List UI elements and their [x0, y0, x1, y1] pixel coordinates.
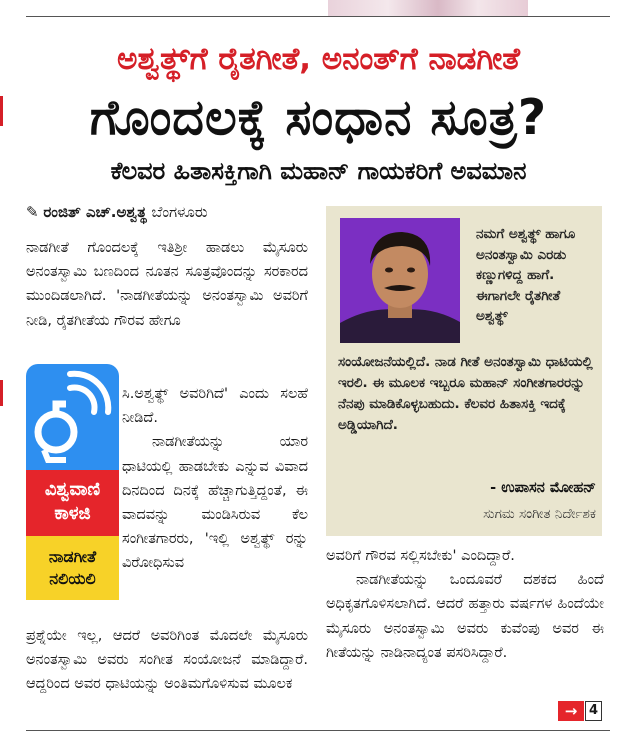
- top-rule: [26, 16, 610, 17]
- headline: ಗೊಂದಲಕ್ಕೆ ಸಂಧಾನ ಸೂತ್ರ?: [89, 89, 548, 146]
- byline-place: ಬೆಂಗಳೂರು: [151, 203, 208, 221]
- quote-text-continued: ಸಂಯೋಜನೆಯಲ್ಲಿದೆ. ನಾಡ ಗೀತೆ ಅನಂತಸ್ವಾಮಿ ಧಾಟಿಯಲ್ಲಿ ಇರಲಿ. ಈ ಮೂಲಕ ಇಬ್ಬರೂ ಮಹಾನ್ ಸಂಗೀತಗಾರರನ್ನು ನೆನಪು ಮಾಡಿಕೊಳ್ಳಬಹುದು. ಕೆಲವರ ಹಿತಾಸಕ್ತಿ ಇದಕ್ಕೆ ಅಡ್ಡಿಯಾಗಿದೆ.: [338, 354, 593, 433]
- badge-brand: ವಿಶ್ವವಾಣಿ ಕಾಳಜಿ: [26, 470, 119, 536]
- quote-author: - ಉಪಾಸನ ಮೋಹನ್: [490, 480, 596, 496]
- paragraph: ನಾಡಗೀತೆ ಗೊಂದಲಕ್ಕೆ ಇತಿಶ್ರೀ ಹಾಡಲು ಮೈಸೂರು ಅನಂತಸ್ವಾಮಿ ಬಣದಿಂದ ನೂತನ ಸೂತ್ರವೊಂದನ್ನು ಸರಕಾರದ ಮುಂದಿಡಲಾಗಿದೆ. 'ನಾಡಗೀತೆಯನ್ನು ಅನಂತಸ್ವಾಮಿ ಅವರಿಗೆ ನೀಡಿ, ರೈತಗೀತೆಯ ಗೌರವ ಹೇಗೂ: [26, 240, 308, 329]
- quote-author-role: ಸುಗಮ ಸಂಗೀತ ನಿರ್ದೇಶಕ: [483, 506, 596, 522]
- article-body-wrap: [122, 382, 308, 576]
- paragraph: ಅವರಿಗೆ ಗೌರವ ಸಲ್ಲಿಸಬೇಕು' ಎಂದಿದ್ದಾರೆ.: [326, 548, 515, 564]
- subheadline: ಕೆಲವರ ಹಿತಾಸಕ್ತಿಗಾಗಿ ಮಹಾನ್ ಗಾಯಕರಿಗೆ ಅವಮಾನ: [110, 157, 527, 185]
- margin-marker: [0, 380, 3, 406]
- pen-icon: ✎: [26, 203, 39, 221]
- article-body-top: [26, 236, 308, 333]
- quote-text: ನಮಗೆ ಅಶ್ವತ್ಥ್ ಹಾಗೂ ಅನಂತಸ್ವಾಮಿ ಎರಡು ಕಣ್ಣುಗಳಿದ್ದ ಹಾಗೆ. ಈಗಾಗಲೇ ರೈತಗೀತೆ ಅಶ್ವತ್ಥ್: [476, 226, 576, 324]
- article-body-right: [326, 544, 604, 665]
- portrait-photo: [340, 218, 460, 343]
- arrow-right-icon: →: [558, 701, 584, 721]
- vishwavani-badge: [26, 364, 119, 600]
- page-number: 4: [585, 701, 602, 721]
- bottom-rule: [26, 730, 610, 731]
- paragraph: ನಾಡಗೀತೆಯನ್ನು ಯಾರ ಧಾಟಿಯಲ್ಲಿ ಹಾಡಬೇಕು ಎನ್ನುವ ವಿವಾದ ದಿನದಿಂದ ದಿನಕ್ಕೆ ಹೆಚ್ಚಾಗುತ್ತಿದ್ದಂತೆ, ಈ ವಾದವನ್ನು ಮಂಡಿಸಿರುವ ಕೆಲ ಸಂಗೀತಗಾರರು, 'ಇಲ್ಲಿ ಅಶ್ವತ್ಥ್ ರನ್ನು ವಿರೋಧಿಸುವ: [122, 434, 308, 572]
- continued-page-link[interactable]: [558, 701, 602, 721]
- article-body-bottom: ಪ್ರಶ್ನೆಯೇ ಇಲ್ಲ, ಆದರೆ ಅವರಿಗಿಂತ ಮೊದಲೇ ಮೈಸೂರು ಅನಂತಸ್ವಾಮಿ ಅವರು ಸಂಗೀತ ಸಂಯೋಜನೆ ಮಾಡಿದ್ದಾರೆ. ಆದ್ದರಿಂದ ಅವರ ಧಾಟಿಯನ್ನು ಅಂತಿಮಗೊಳಿಸುವ ಮೂಲಕ: [26, 628, 308, 693]
- paragraph: ಸಿ.ಅಶ್ವತ್ಥ್ ಅವರಿಗಿದೆ' ಎಂದು ಸಲಹೆ ನೀಡಿದೆ.: [122, 386, 308, 427]
- badge-series: ನಾಡಗೀತೆ ನಲಿಯಲಿ: [26, 536, 119, 600]
- top-photo-strip: [328, 0, 528, 16]
- byline-author: ರಂಜಿತ್ ಎಚ್.ಅಶ್ವತ್ಥ: [43, 203, 147, 221]
- vishwavani-logo-icon: [26, 364, 119, 470]
- kicker: ಅಶ್ವತ್ಥ್‌ಗೆ ರೈತಗೀತೆ, ಅನಂತ್‌ಗೆ ನಾಡಗೀತೆ: [117, 41, 520, 77]
- byline: [26, 201, 208, 223]
- paragraph: ನಾಡಗೀತೆಯನ್ನು ಒಂದೂವರೆ ದಶಕದ ಹಿಂದೆ ಅಧಿಕೃತಗೊಳಿಸಲಾಗಿದೆ. ಆದರೆ ಹತ್ತಾರು ವರ್ಷಗಳ ಹಿಂದೆಯೇ ಮೈಸೂರು ಅನಂತಸ್ವಾಮಿ ಅವರು ಕುವೆಂಪು ಅವರ ಈ ಗೀತೆಯನ್ನು ನಾಡಿನಾದ್ಯಂತ ಪಸರಿಸಿದ್ದಾರೆ.: [326, 572, 604, 661]
